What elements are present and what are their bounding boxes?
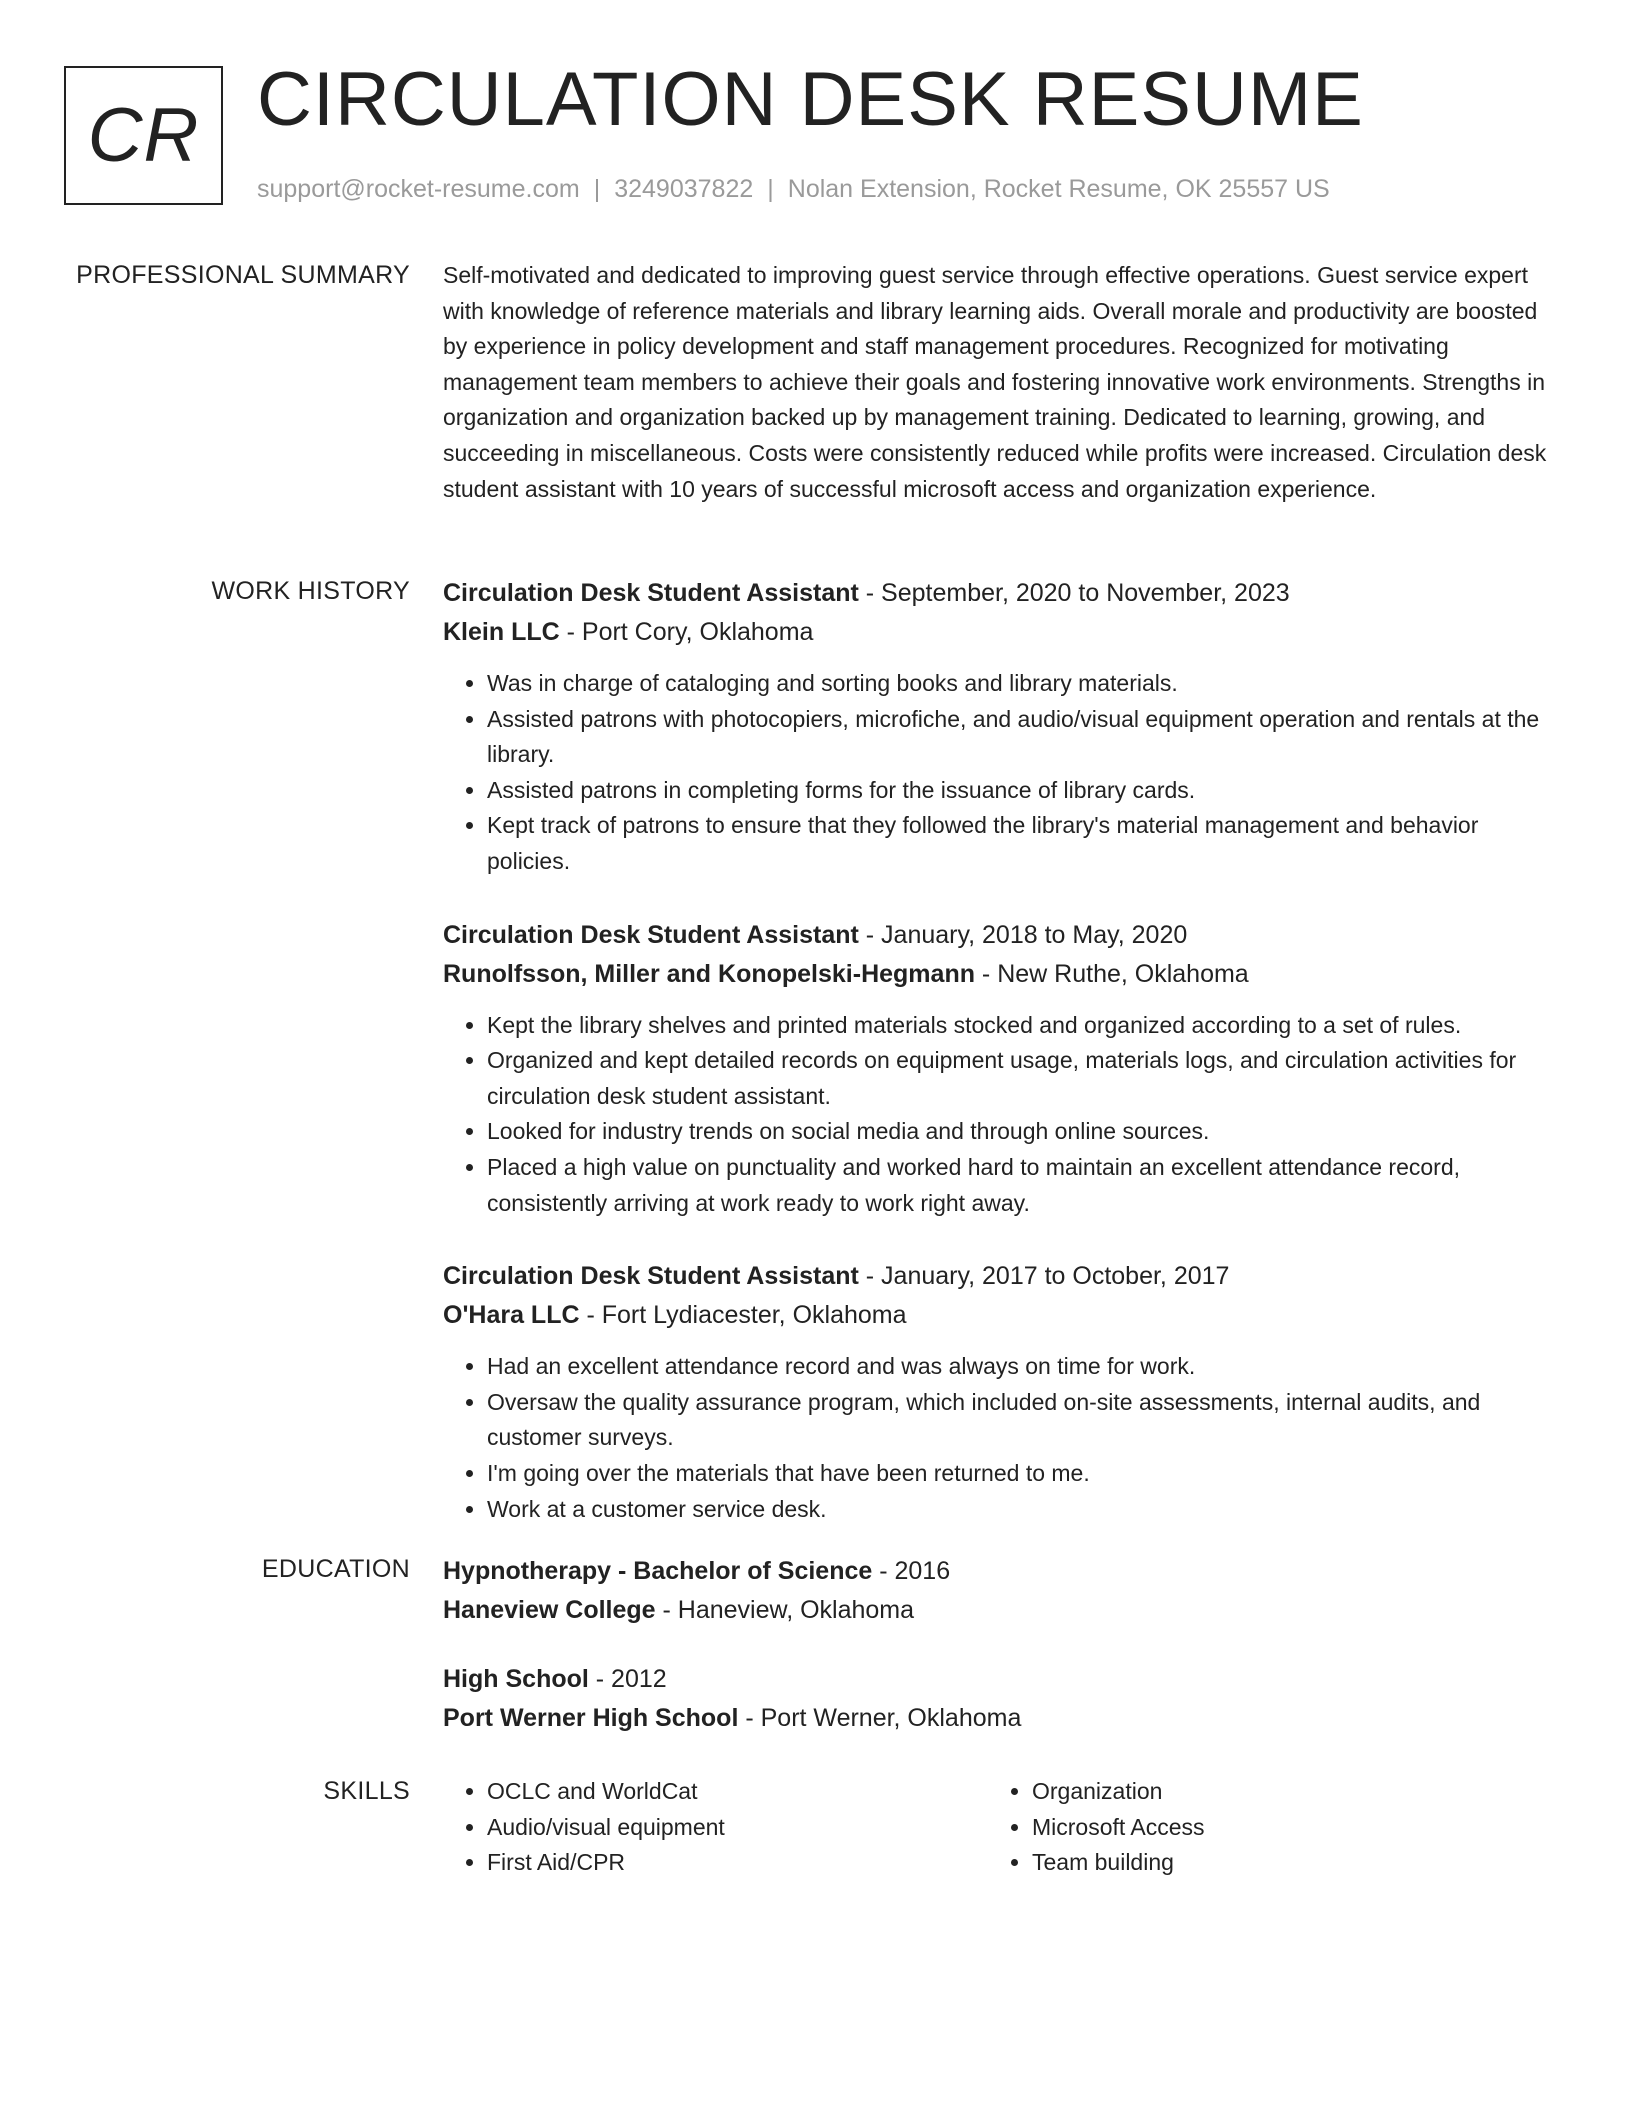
skills-heading: SKILLS <box>323 1777 410 1805</box>
degree: Hypnotherapy - Bachelor of Science <box>443 1557 873 1585</box>
job-duty: • Was in charge of cataloging and sorting books and library materials. <box>487 666 1553 702</box>
job-entry <box>443 574 1553 880</box>
contact-address: Nolan Extension, Rocket Resume, OK 25557 US <box>787 175 1330 203</box>
resume-title: CIRCULATION DESK RESUME <box>257 57 1364 142</box>
education-body <box>443 1552 1553 1768</box>
summary-text: Self-motivated and dedicated to improving guest service through effective operations. Guest service expert with knowledge of reference materials and library learning aids. Overall morale and productivity are boosted by experience in policy development and staff management procedures. Recognized for motivating management team members to achieve their goals and fostering innovative work environments. Strengths in organization and organization backed up by management training. Dedicated to learning, growing, and succeeding in miscellaneous. Costs were consistently reduced while profits were increased. Circulation desk student assistant with 10 years of successful microsoft access and organization experience. <box>443 262 1547 502</box>
skill-item: • Microsoft Access <box>1032 1810 1533 1846</box>
skills-list <box>443 1774 988 1881</box>
job-duties-list <box>443 666 1553 880</box>
job-duty: • Assisted patrons with photocopiers, microfiche, and audio/visual equipment operation and rentals at the library. <box>487 702 1553 773</box>
school-location: - Haneview, Oklahoma <box>655 1596 915 1624</box>
job-company-line <box>443 1296 1553 1335</box>
job-duty: • I'm going over the materials that have been returned to me. <box>487 1456 1553 1492</box>
contact-phone: 3249037822 <box>614 175 754 203</box>
school-line <box>443 1699 1553 1738</box>
contact-separator: | <box>593 175 601 203</box>
job-dates: - September, 2020 to November, 2023 <box>858 579 1290 607</box>
job-duty: • Kept track of patrons to ensure that they followed the library's material management and behavior policies. <box>487 808 1553 879</box>
education-entry <box>443 1660 1553 1738</box>
monogram-box <box>64 66 223 205</box>
job-duty: • Assisted patrons in completing forms for the issuance of library cards. <box>487 773 1553 809</box>
skills-body <box>443 1774 1553 1881</box>
school-line <box>443 1591 1553 1630</box>
education-entry <box>443 1552 1553 1630</box>
skill-item: • Audio/visual equipment <box>487 1810 988 1846</box>
job-duty: • Oversaw the quality assurance program, which included on-site assessments, internal audits, and customer surveys. <box>487 1385 1553 1456</box>
job-duty: • Looked for industry trends on social media and through online sources. <box>487 1114 1553 1150</box>
job-title-line <box>443 574 1553 613</box>
contact-email: support@rocket-resume.com <box>257 175 580 203</box>
job-entry <box>443 1257 1553 1527</box>
work-history-body <box>443 574 1553 1563</box>
job-location: - New Ruthe, Oklahoma <box>974 959 1249 988</box>
job-duty: • Organized and kept detailed records on equipment usage, materials logs, and circulation activities for circulation desk student assistant. <box>487 1043 1553 1114</box>
job-company-line <box>443 955 1553 994</box>
skill-item: • Organization <box>1032 1774 1533 1810</box>
job-dates: - January, 2017 to October, 2017 <box>858 1262 1230 1291</box>
job-location: - Port Cory, Oklahoma <box>559 618 814 646</box>
job-title-line <box>443 916 1553 955</box>
job-title: Circulation Desk Student Assistant <box>443 579 859 607</box>
job-dates: - January, 2018 to May, 2020 <box>858 920 1188 949</box>
job-duty: • Placed a high value on punctuality and worked hard to maintain an excellent attendance record, consistently arriving at work ready to work right away. <box>487 1150 1553 1221</box>
degree-line <box>443 1552 1553 1591</box>
job-company-line <box>443 613 1553 652</box>
graduation-year: - 2016 <box>872 1557 951 1585</box>
skill-item: • Team building <box>1032 1845 1533 1881</box>
job-title: Circulation Desk Student Assistant <box>443 1262 859 1291</box>
education-heading: EDUCATION <box>261 1555 410 1583</box>
degree: High School <box>443 1665 589 1693</box>
job-title-line <box>443 1257 1553 1296</box>
job-entry <box>443 916 1553 1222</box>
job-location: - Fort Lydiacester, Oklahoma <box>579 1301 907 1330</box>
skill-item: • OCLC and WorldCat <box>487 1774 988 1810</box>
job-company: O'Hara LLC <box>443 1301 580 1330</box>
contact-separator: | <box>767 175 774 203</box>
contact-line <box>257 172 1330 206</box>
school-location: - Port Werner, Oklahoma <box>738 1704 1022 1732</box>
summary-body <box>443 258 1553 507</box>
job-duties-list <box>443 1349 1553 1527</box>
school: Port Werner High School <box>443 1704 739 1732</box>
skills-column-left <box>443 1774 988 1881</box>
monogram-initials: CR <box>87 93 200 178</box>
degree-line <box>443 1660 1553 1699</box>
skills-column-right <box>988 1774 1533 1881</box>
job-duty: • Work at a customer service desk. <box>487 1492 1553 1528</box>
job-duty: • Kept the library shelves and printed materials stocked and organized according to a set of rules. <box>487 1008 1553 1044</box>
work-history-heading: WORK HISTORY <box>211 577 410 605</box>
graduation-year: - 2012 <box>588 1665 667 1693</box>
skill-item: • First Aid/CPR <box>487 1845 988 1881</box>
school: Haneview College <box>443 1596 656 1624</box>
job-title: Circulation Desk Student Assistant <box>443 920 859 949</box>
job-company: Klein LLC <box>443 618 560 646</box>
skills-grid <box>443 1774 1553 1881</box>
skills-list <box>988 1774 1533 1881</box>
job-duties-list <box>443 1008 1553 1222</box>
summary-heading: PROFESSIONAL SUMMARY <box>76 261 410 289</box>
job-company: Runolfsson, Miller and Konopelski-Hegmann <box>443 959 975 988</box>
job-duty: • Had an excellent attendance record and was always on time for work. <box>487 1349 1553 1385</box>
